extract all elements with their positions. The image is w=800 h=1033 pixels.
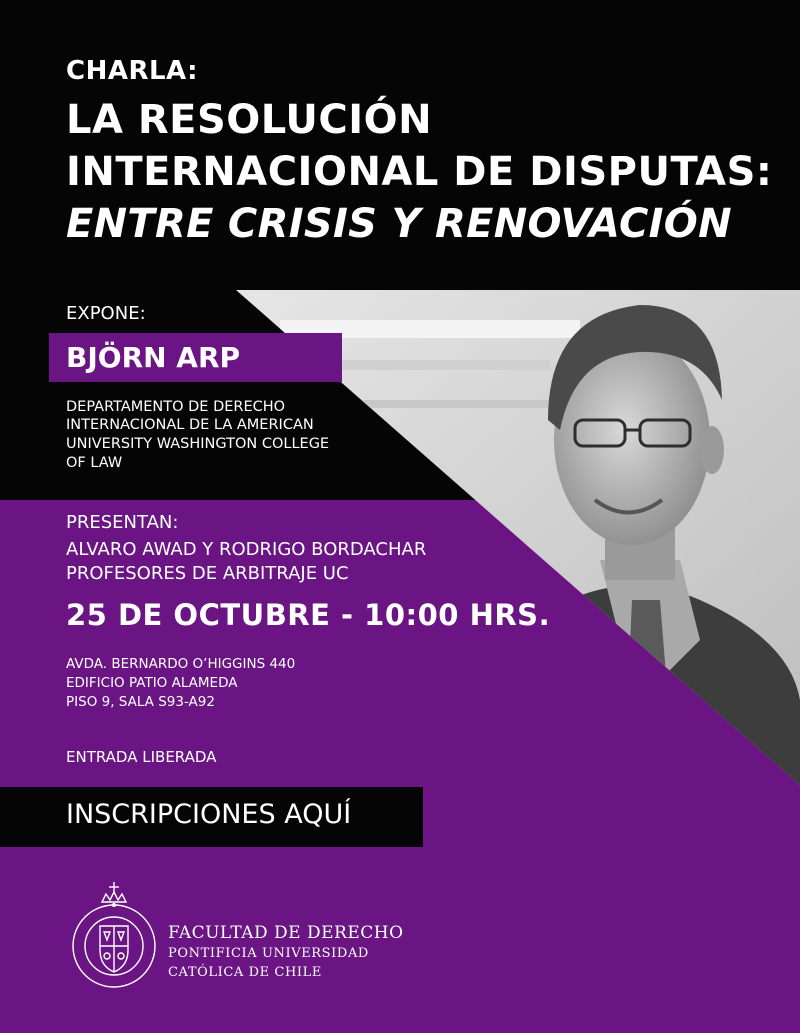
- address-line-3: PISO 9, SALA S93-A92: [66, 694, 215, 710]
- admission-note: ENTRADA LIBERADA: [66, 748, 217, 766]
- faculty-name: FACULTAD DE DERECHO: [168, 923, 404, 943]
- university-name-line-1: PONTIFICIA UNIVERSIDAD: [168, 946, 369, 961]
- presenters-label: PRESENTAN:: [66, 512, 179, 533]
- talk-title-line-2: INTERNACIONAL DE DISPUTAS:: [66, 149, 773, 195]
- university-name-line-2: CATÓLICA DE CHILE: [168, 965, 322, 980]
- address-line-1: AVDA. BERNARDO O’HIGGINS 440: [66, 656, 296, 672]
- address-line-2: EDIFICIO PATIO ALAMEDA: [66, 675, 238, 691]
- speaker-affiliation-line-3: UNIVERSITY WASHINGTON COLLEGE: [66, 436, 330, 452]
- speaker-name: BJÖRN ARP: [66, 341, 241, 374]
- registration-label[interactable]: INSCRIPCIONES AQUÍ: [66, 799, 352, 830]
- university-seal-logo: [70, 880, 158, 992]
- presenters-names: ALVARO AWAD Y RODRIGO BORDACHAR: [66, 539, 427, 560]
- speaker-label: EXPONE:: [66, 303, 146, 324]
- talk-title-line-1: LA RESOLUCIÓN: [66, 97, 433, 143]
- speaker-affiliation-line-2: INTERNACIONAL DE LA AMERICAN: [66, 417, 314, 433]
- talk-label: CHARLA:: [66, 56, 199, 86]
- event-date-time: 25 DE OCTUBRE - 10:00 HRS.: [66, 598, 551, 632]
- speaker-affiliation-line-4: OF LAW: [66, 455, 123, 471]
- presenters-role: PROFESORES DE ARBITRAJE UC: [66, 563, 349, 584]
- talk-title-line-3: ENTRE CRISIS Y RENOVACIÓN: [66, 201, 732, 247]
- speaker-affiliation-line-1: DEPARTAMENTO DE DERECHO: [66, 399, 286, 415]
